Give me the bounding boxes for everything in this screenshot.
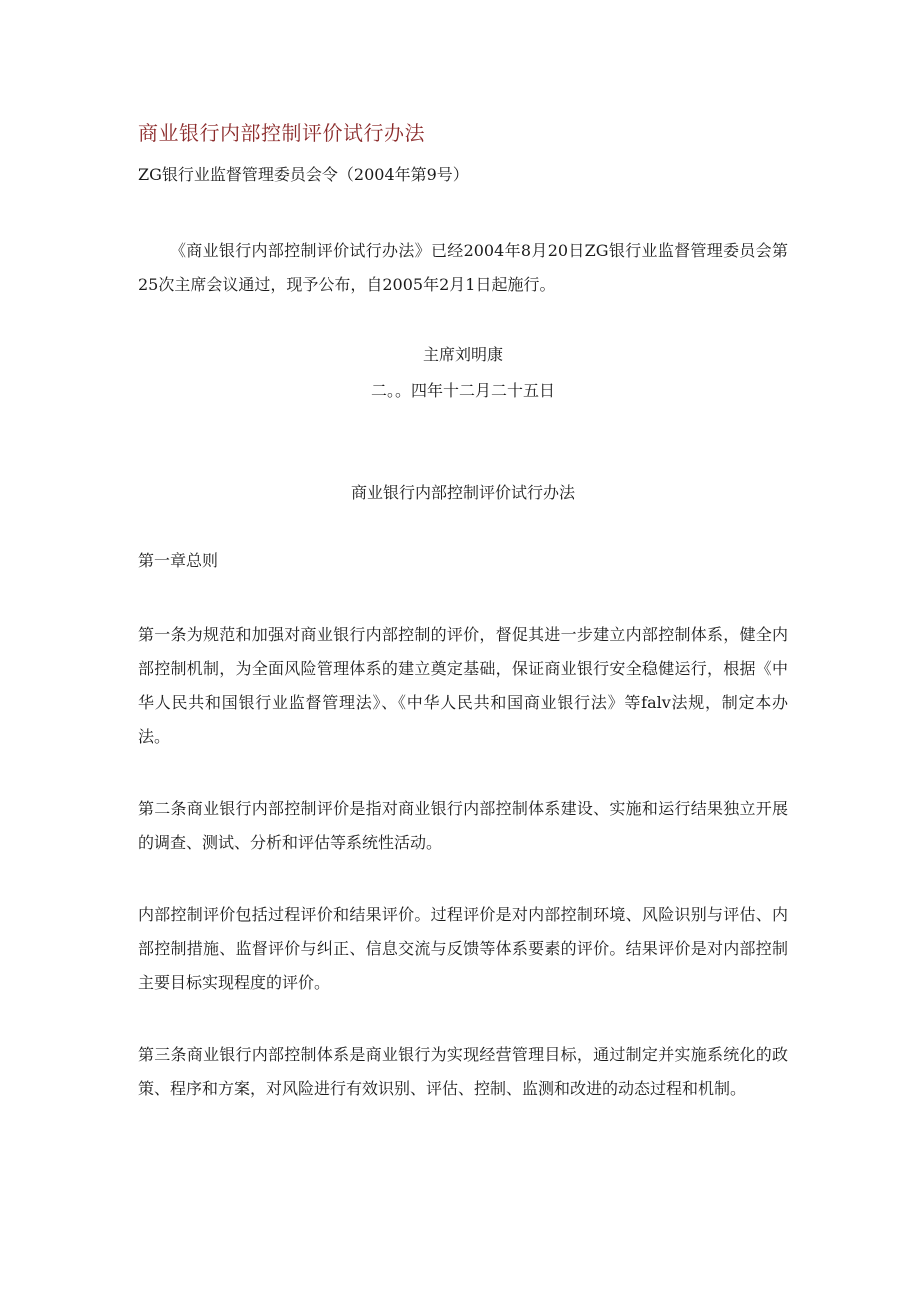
order-line: ZG银行业监督管理委员会令（2004年第9号） [138, 165, 469, 184]
article-paragraph: 第三条商业银行内部控制体系是商业银行为实现经营管理目标，通过制定并实施系统化的政策、程序和方案，对风险进行有效识别、评估、控制、监测和改进的动态过程和机制。 [138, 1045, 788, 1098]
section-title: 商业银行内部控制评价试行办法 [350, 483, 575, 502]
chapter-heading: 第一章总则 [138, 551, 219, 570]
article-paragraph: 内部控制评价包括过程评价和结果评价。过程评价是对内部控制环境、风险识别与评估、内部控制措施、监督评价与纠正、信息交流与反馈等体系要素的评价。结果评价是对内部控制主要目标实现程度的评价。 [138, 905, 788, 992]
signature-block [138, 338, 788, 408]
signature-date: 二。。四年十二月二十五日 [370, 381, 555, 400]
article-paragraph: 第二条商业银行内部控制评价是指对商业银行内部控制体系建设、实施和运行结果独立开展的调查、测试、分析和评估等系统性活动。 [138, 799, 788, 852]
signer-name: 主席刘明康 [422, 345, 503, 364]
promulgation-paragraph: 《商业银行内部控制评价试行办法》已经2004年8月20日ZG银行业监督管理委员会第25次主席会议通过，现予公布，自2005年2月1日起施行。 [138, 241, 788, 294]
document-content [138, 118, 788, 1122]
article-paragraph: 第一条为规范和加强对商业银行内部控制的评价，督促其进一步建立内部控制体系，健全内部控制机制，为全面风险管理体系的建立奠定基础，保证商业银行安全稳健运行，根据《中华人民共和国银行业监督管理法》、《中华人民共和国商业银行法》等falv法规，制定本办法。 [138, 625, 788, 746]
document-title: 商业银行内部控制评价试行办法 [138, 121, 425, 145]
